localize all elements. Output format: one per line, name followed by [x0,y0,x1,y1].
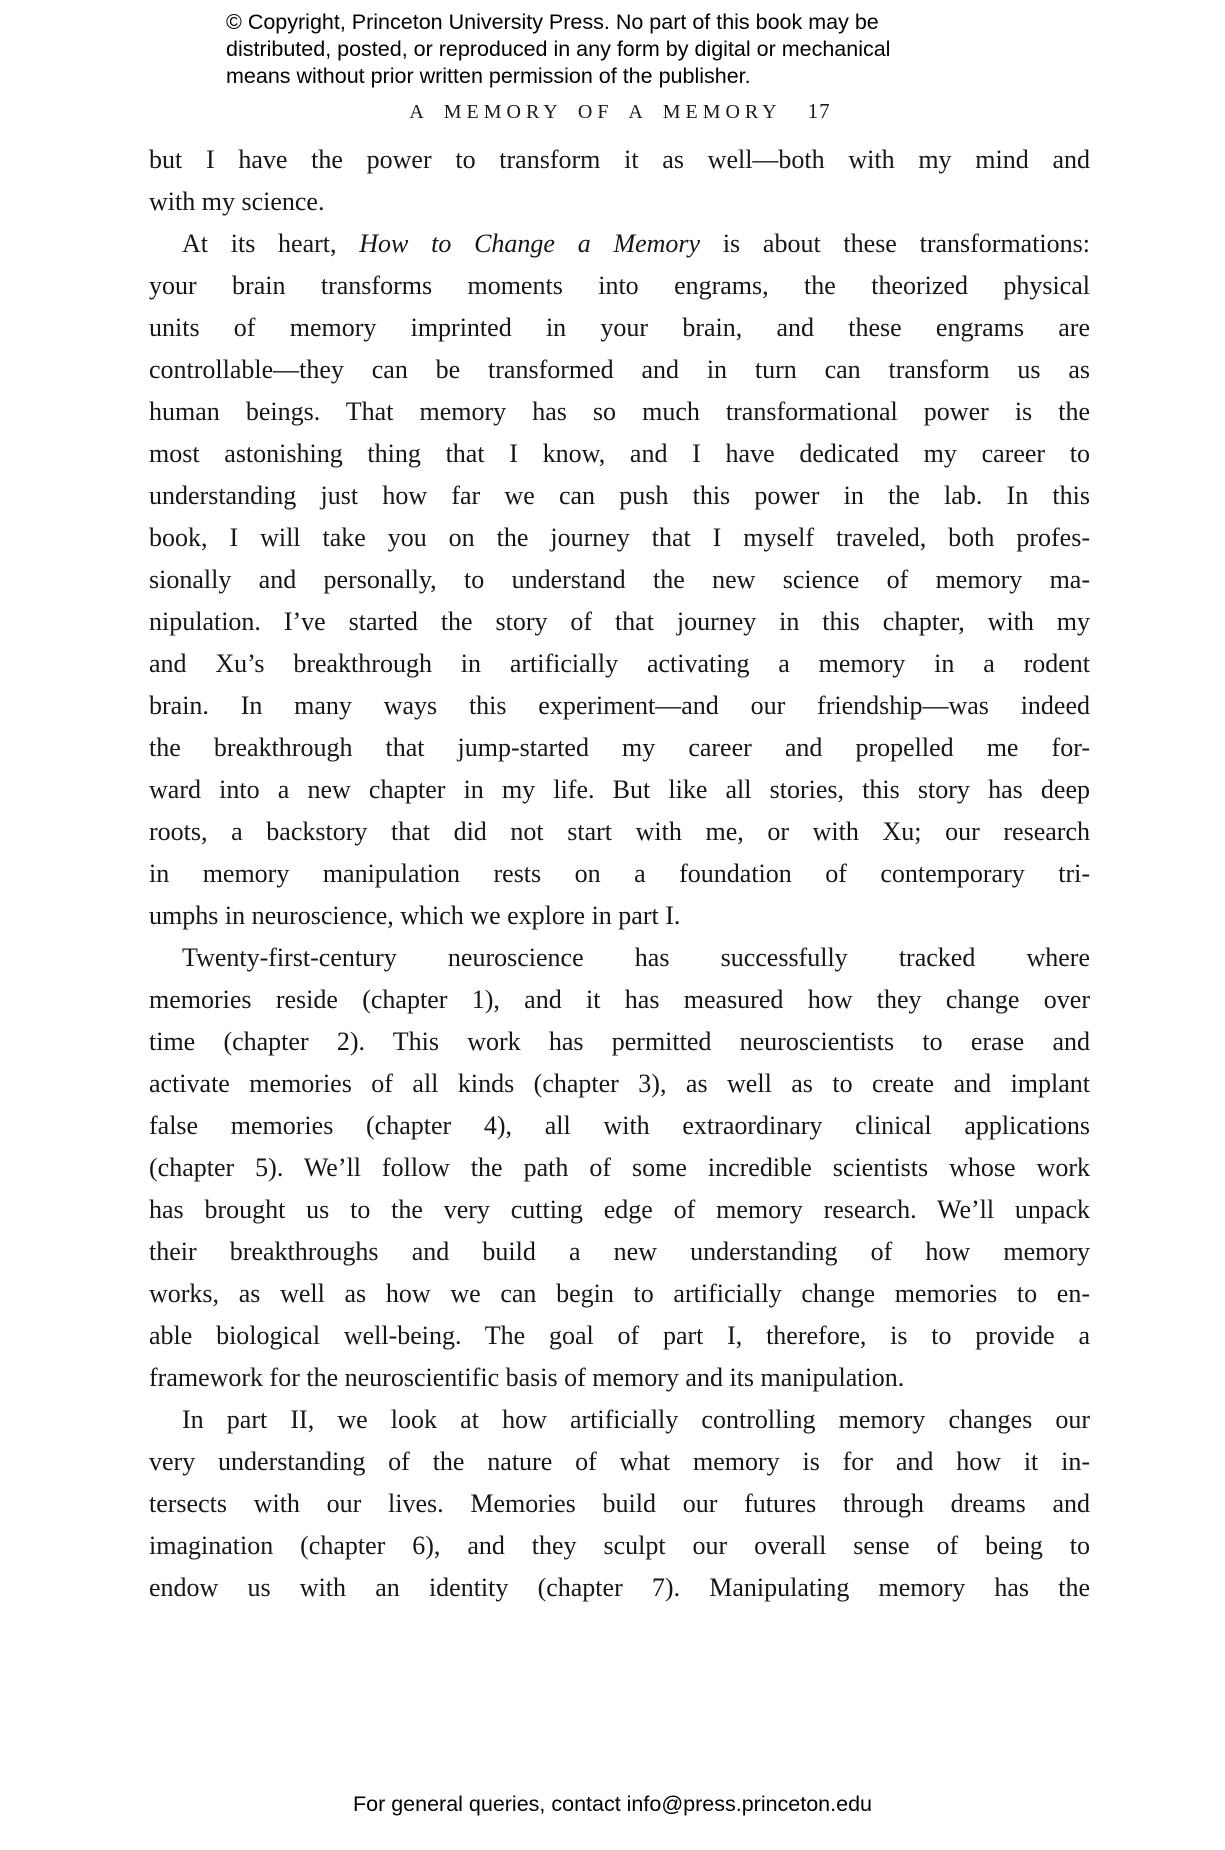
body-text-segment: their breakthroughs and build a new understanding of how memory [149,1237,1090,1266]
body-text-segment: nipulation. I’ve started the story of that journey in this chapter, with my [149,607,1090,636]
body-text-line [149,895,1090,937]
body-text [149,139,1090,1609]
book-title-italic: How to Change a Memory [359,229,701,258]
body-text-segment: has brought us to the very cutting edge of memory research. We’ll unpack [149,1195,1090,1224]
body-text-segment: (chapter 5). We’ll follow the path of some incredible scientists whose work [149,1153,1090,1182]
body-text-line [149,307,1090,349]
running-head-title: A MEMORY OF A MEMORY [409,101,782,123]
body-text-line [149,1231,1090,1273]
body-text-segment: is about these transformations: [700,229,1090,258]
body-text-segment: with my science. [149,187,325,216]
body-text-line [149,979,1090,1021]
body-text-segment: very understanding of the nature of what memory is for and how it in- [149,1447,1090,1476]
body-text-line [149,1357,1090,1399]
copyright-line: © Copyright, Princeton University Press. No part of this book may be [226,10,879,34]
body-text-line [149,349,1090,391]
body-text-line [149,1525,1090,1567]
body-text-segment: false memories (chapter 4), all with extraordinary clinical applications [149,1111,1090,1140]
body-text-segment: endow us with an identity (chapter 7). Manipulating memory has the [149,1573,1090,1602]
body-text-line [149,1567,1090,1609]
body-text-segment: activate memories of all kinds (chapter 3), as well as to create and implant [149,1069,1090,1098]
body-text-segment: the breakthrough that jump-started my career and propelled me for- [149,733,1090,762]
body-text-segment: memories reside (chapter 1), and it has measured how they change over [149,985,1090,1014]
body-text-line [149,475,1090,517]
copyright-notice [226,9,890,90]
body-text-segment: units of memory imprinted in your brain, and these engrams are [149,313,1090,342]
body-text-segment: In part II, we look at how artificially controlling memory changes our [182,1405,1090,1434]
body-text-line [149,1063,1090,1105]
footer-queries-note: For general queries, contact info@press.princeton.edu [352,1792,872,1816]
body-text-segment: imagination (chapter 6), and they sculpt our overall sense of being to [149,1531,1090,1560]
body-text-segment: human beings. That memory has so much transformational power is the [149,397,1090,426]
copyright-line: distributed, posted, or reproduced in any form by digital or mechanical [226,37,891,61]
body-text-segment: tersects with our lives. Memories build our futures through dreams and [149,1489,1090,1518]
body-text-line [149,811,1090,853]
body-text-line [149,853,1090,895]
body-text-line [149,433,1090,475]
body-text-line [149,391,1090,433]
body-text-segment: works, as well as how we can begin to artificially change memories to en- [149,1279,1090,1308]
body-text-segment: most astonishing thing that I know, and I have dedicated my career to [149,439,1090,468]
body-text-segment: Twenty-first-century neuroscience has successfully tracked where [182,943,1090,972]
page-number: 17 [807,99,831,123]
body-text-line [149,1021,1090,1063]
body-text-line [149,1483,1090,1525]
body-text-line [149,727,1090,769]
body-text-line [149,685,1090,727]
body-text-segment: umphs in neuroscience, which we explore in part I. [149,901,681,930]
body-text-segment: At its heart, [182,229,360,258]
body-text-line [149,601,1090,643]
running-head [150,99,1090,124]
body-text-line [149,181,1090,223]
body-text-segment: ward into a new chapter in my life. But like all stories, this story has deep [149,775,1090,804]
copyright-line: means without prior written permission of the publisher. [226,64,751,88]
body-text-segment: but I have the power to transform it as well—both with my mind and [149,145,1090,174]
body-text-line [149,1441,1090,1483]
body-text-line [149,265,1090,307]
body-text-segment: book, I will take you on the journey that I myself traveled, both profes- [149,523,1090,552]
body-text-line [149,1147,1090,1189]
body-text-line [149,1105,1090,1147]
body-text-segment: understanding just how far we can push this power in the lab. In this [149,481,1090,510]
body-text-line [149,517,1090,559]
body-text-segment: sionally and personally, to understand the new science of memory ma- [149,565,1090,594]
body-text-line [149,1399,1090,1441]
body-text-segment: framework for the neuroscientific basis of memory and its manipulation. [149,1363,905,1392]
body-text-line [149,139,1090,181]
body-text-line [149,1273,1090,1315]
body-text-segment: roots, a backstory that did not start with me, or with Xu; our research [149,817,1090,846]
body-text-line [149,559,1090,601]
body-text-line [149,643,1090,685]
body-text-line [149,769,1090,811]
body-text-segment: time (chapter 2). This work has permitted neuroscientists to erase and [149,1027,1090,1056]
body-text-line [149,937,1090,979]
body-text-line [149,1315,1090,1357]
body-text-segment: your brain transforms moments into engrams, the theorized physical [149,271,1090,300]
body-text-line [149,223,1090,265]
body-text-segment: controllable—they can be transformed and in turn can transform us as [149,355,1090,384]
body-text-segment: brain. In many ways this experiment—and our friendship—was indeed [149,691,1090,720]
body-text-segment: in memory manipulation rests on a foundation of contemporary tri- [149,859,1090,888]
body-text-line [149,1189,1090,1231]
body-text-segment: able biological well-being. The goal of part I, therefore, is to provide a [149,1321,1090,1350]
body-text-segment: and Xu’s breakthrough in artificially activating a memory in a rodent [149,649,1090,678]
